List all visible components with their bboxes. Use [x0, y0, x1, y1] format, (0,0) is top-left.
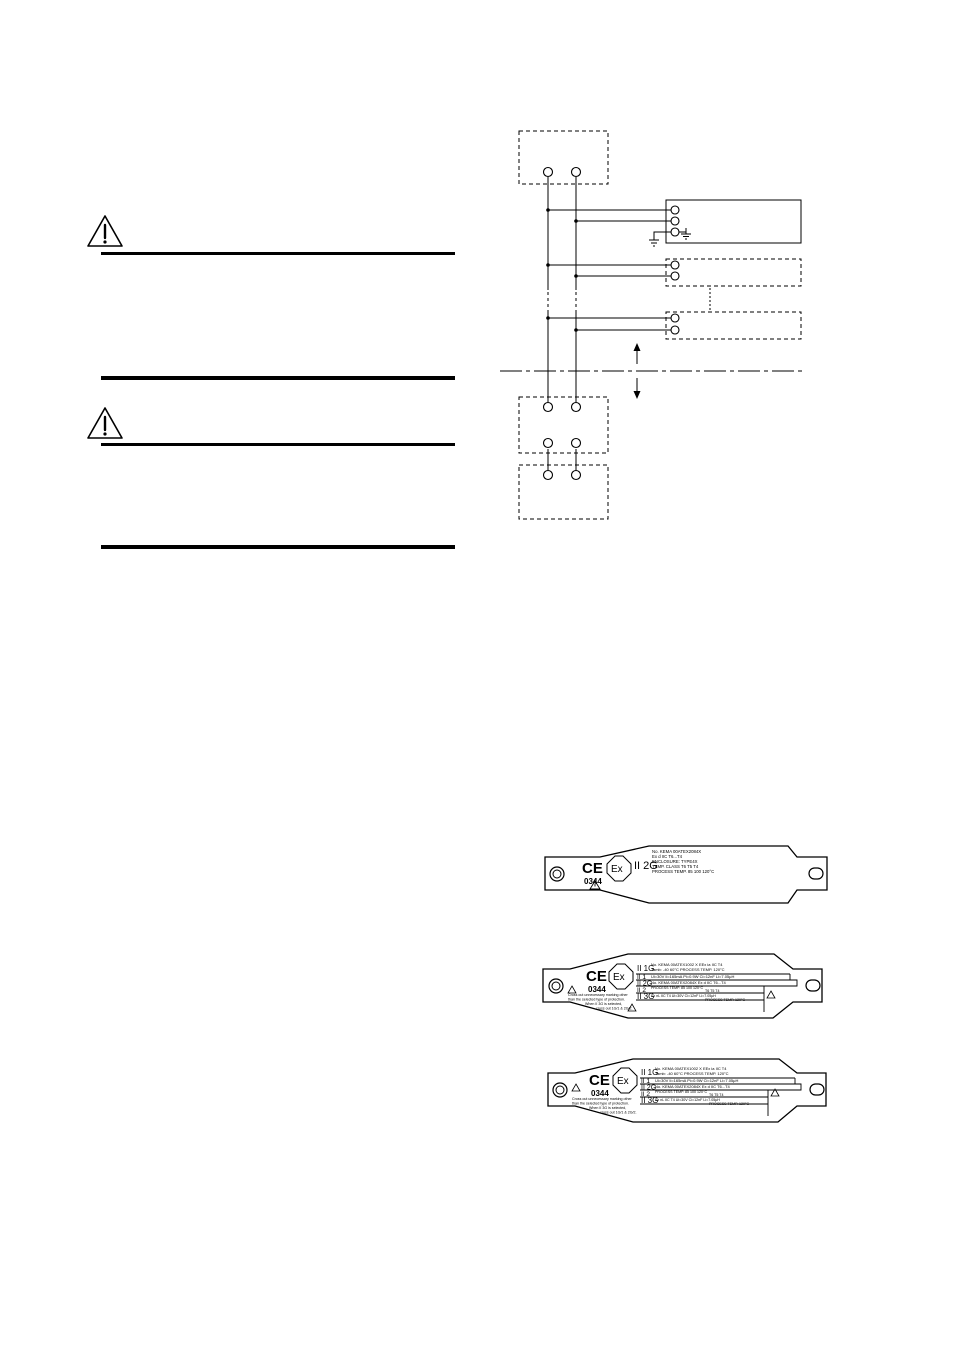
plate-warning-note: When II 3G is selected,: [589, 1106, 627, 1110]
nameplate-2: [538, 948, 828, 1024]
svg-text:Ex: Ex: [617, 1076, 629, 1087]
svg-text:Ex: Ex: [611, 864, 623, 875]
svg-text:Ex: Ex: [613, 972, 625, 983]
power-supply-box: [519, 131, 608, 184]
plate-text-line: Tamb: -40 60°C PROCESS TEMP. 120°C: [651, 967, 725, 972]
terminal: [572, 168, 581, 177]
terminal: [572, 439, 581, 448]
notified-body-number: 0344: [584, 877, 602, 886]
lower-box-2: [519, 465, 608, 519]
plate-warning-note: cross out 1G/1 & 2G/2.: [600, 1110, 637, 1115]
wiring-diagram: [490, 120, 810, 530]
plate-text-line: PROCESS TEMP. 85 100 120°C: [651, 986, 704, 990]
plate-text-line: No. KEMA 00ATEX1002 X EEx ia IIC T4: [651, 962, 723, 967]
plate-text-line: Ex d IIC T6...T4: [652, 854, 683, 859]
terminal: [671, 217, 679, 225]
plate-text-line: ENCLOSURE: TYPE4X: [652, 859, 698, 864]
plate-text-line: PROCESS TEMP. 120°C: [709, 1102, 750, 1106]
ex-hexagon-icon: [607, 856, 631, 881]
ex-hexagon-icon: [613, 1068, 637, 1093]
terminal: [671, 326, 679, 334]
terminal: [572, 403, 581, 412]
terminal: [544, 403, 553, 412]
warning-1-top-rule: [101, 252, 455, 255]
ex-hexagon-icon: [609, 964, 633, 989]
ce-mark: CE: [586, 968, 607, 985]
plate-warning-note: cross out 1G/1 & 2G/2.: [596, 1006, 633, 1011]
plate-text-line: PROCESS TEMP. 120°C: [705, 998, 746, 1002]
plate-group-marking: II 2G: [641, 1084, 657, 1092]
plate-text-line: No. KEMA 00ATEX2084X: [652, 849, 702, 854]
plate-text-line: PROCESS TEMP. 85 100 120°C: [652, 869, 715, 874]
terminal: [671, 272, 679, 280]
plate-group-marking: II 3G: [641, 1096, 659, 1105]
plate-warning-note: Cross out unnecessary marking other: [572, 1097, 632, 1101]
plate-group-marking: II 2G: [637, 980, 653, 988]
plate-text-line: T6 T5 T4: [705, 989, 720, 993]
terminal: [544, 471, 553, 480]
device-box-dashed-2: [666, 312, 801, 339]
plate-group-marking: II 2: [641, 1091, 651, 1098]
plate-group-marking: II 1G: [637, 964, 655, 973]
warning-triangle-icon: [86, 214, 124, 248]
plate-text-line: Ex nL IIC T4 Ui=30V Ci=12nF Li=7.05μH: [655, 1098, 720, 1102]
warning-1-bottom-rule: [101, 376, 455, 380]
warning-2-bottom-rule: [101, 545, 455, 549]
nameplate-3: [542, 1054, 832, 1130]
terminal: [671, 261, 679, 269]
lower-box-1: [519, 397, 608, 453]
plate-group-marking: II 1: [637, 974, 647, 981]
plate-warning-note: When II 3G is selected,: [585, 1002, 623, 1006]
plate-group-marking: II 1: [641, 1078, 651, 1085]
category-marking: II 2G: [634, 860, 658, 872]
plate-text-line: No. KEMA 00ATEX2084X Ex d IIC T6...T4: [651, 980, 726, 985]
plate-text-line: Ui=30V Ii=165mA Pi=0.9W Ci=12nF Li=7.05μH: [651, 974, 735, 979]
plate-warning-note: Cross out unnecessary marking other: [568, 993, 628, 997]
plate-text-line: PROCESS TEMP. 85 100 120°C: [655, 1090, 708, 1094]
notified-body-number: 0344: [588, 985, 606, 994]
warning-triangle-icon: [86, 406, 124, 440]
plate-group-marking: II 1G: [641, 1068, 659, 1077]
ce-mark: CE: [589, 1072, 610, 1089]
plate-text-line: T6 T5 T4: [709, 1093, 724, 1097]
ce-mark: CE: [582, 860, 603, 877]
terminal: [544, 439, 553, 448]
plate-group-marking: II 3G: [637, 992, 655, 1001]
terminal: [671, 206, 679, 214]
terminal: [671, 314, 679, 322]
plate-text-line: Ex nL IIC T4 Ui=30V Ci=12nF Li=7.05μH: [651, 994, 716, 998]
terminal: [572, 471, 581, 480]
terminal: [671, 228, 679, 236]
plate-warning-note: than the selected type of protection.: [568, 997, 625, 1002]
terminal: [544, 168, 553, 177]
plate-text-line: No. KEMA 00ATEX2084X Ex d IIC T6...T4: [655, 1084, 730, 1089]
plate-text-line: Ui=30V Ii=165mA Pi=0.9W Ci=12nF Li=7.05μH: [655, 1078, 739, 1083]
plate-group-marking: II 2: [637, 987, 647, 994]
nameplate-1: [538, 843, 834, 909]
notified-body-number: 0344: [591, 1089, 609, 1098]
plate-text-line: Tamb: -40 60°C PROCESS TEMP. 120°C: [655, 1071, 729, 1076]
plate-warning-note: than the selected type of protection.: [572, 1101, 629, 1106]
plate-text-line: No. KEMA 00ATEX1002 X EEx ia IIC T4: [655, 1066, 727, 1071]
plate-text-line: TEMP. CLASS T6 T5 T4: [652, 864, 699, 869]
device-box-dashed-1: [666, 259, 801, 286]
warning-2-top-rule: [101, 443, 455, 446]
ground-icon: [679, 228, 691, 239]
